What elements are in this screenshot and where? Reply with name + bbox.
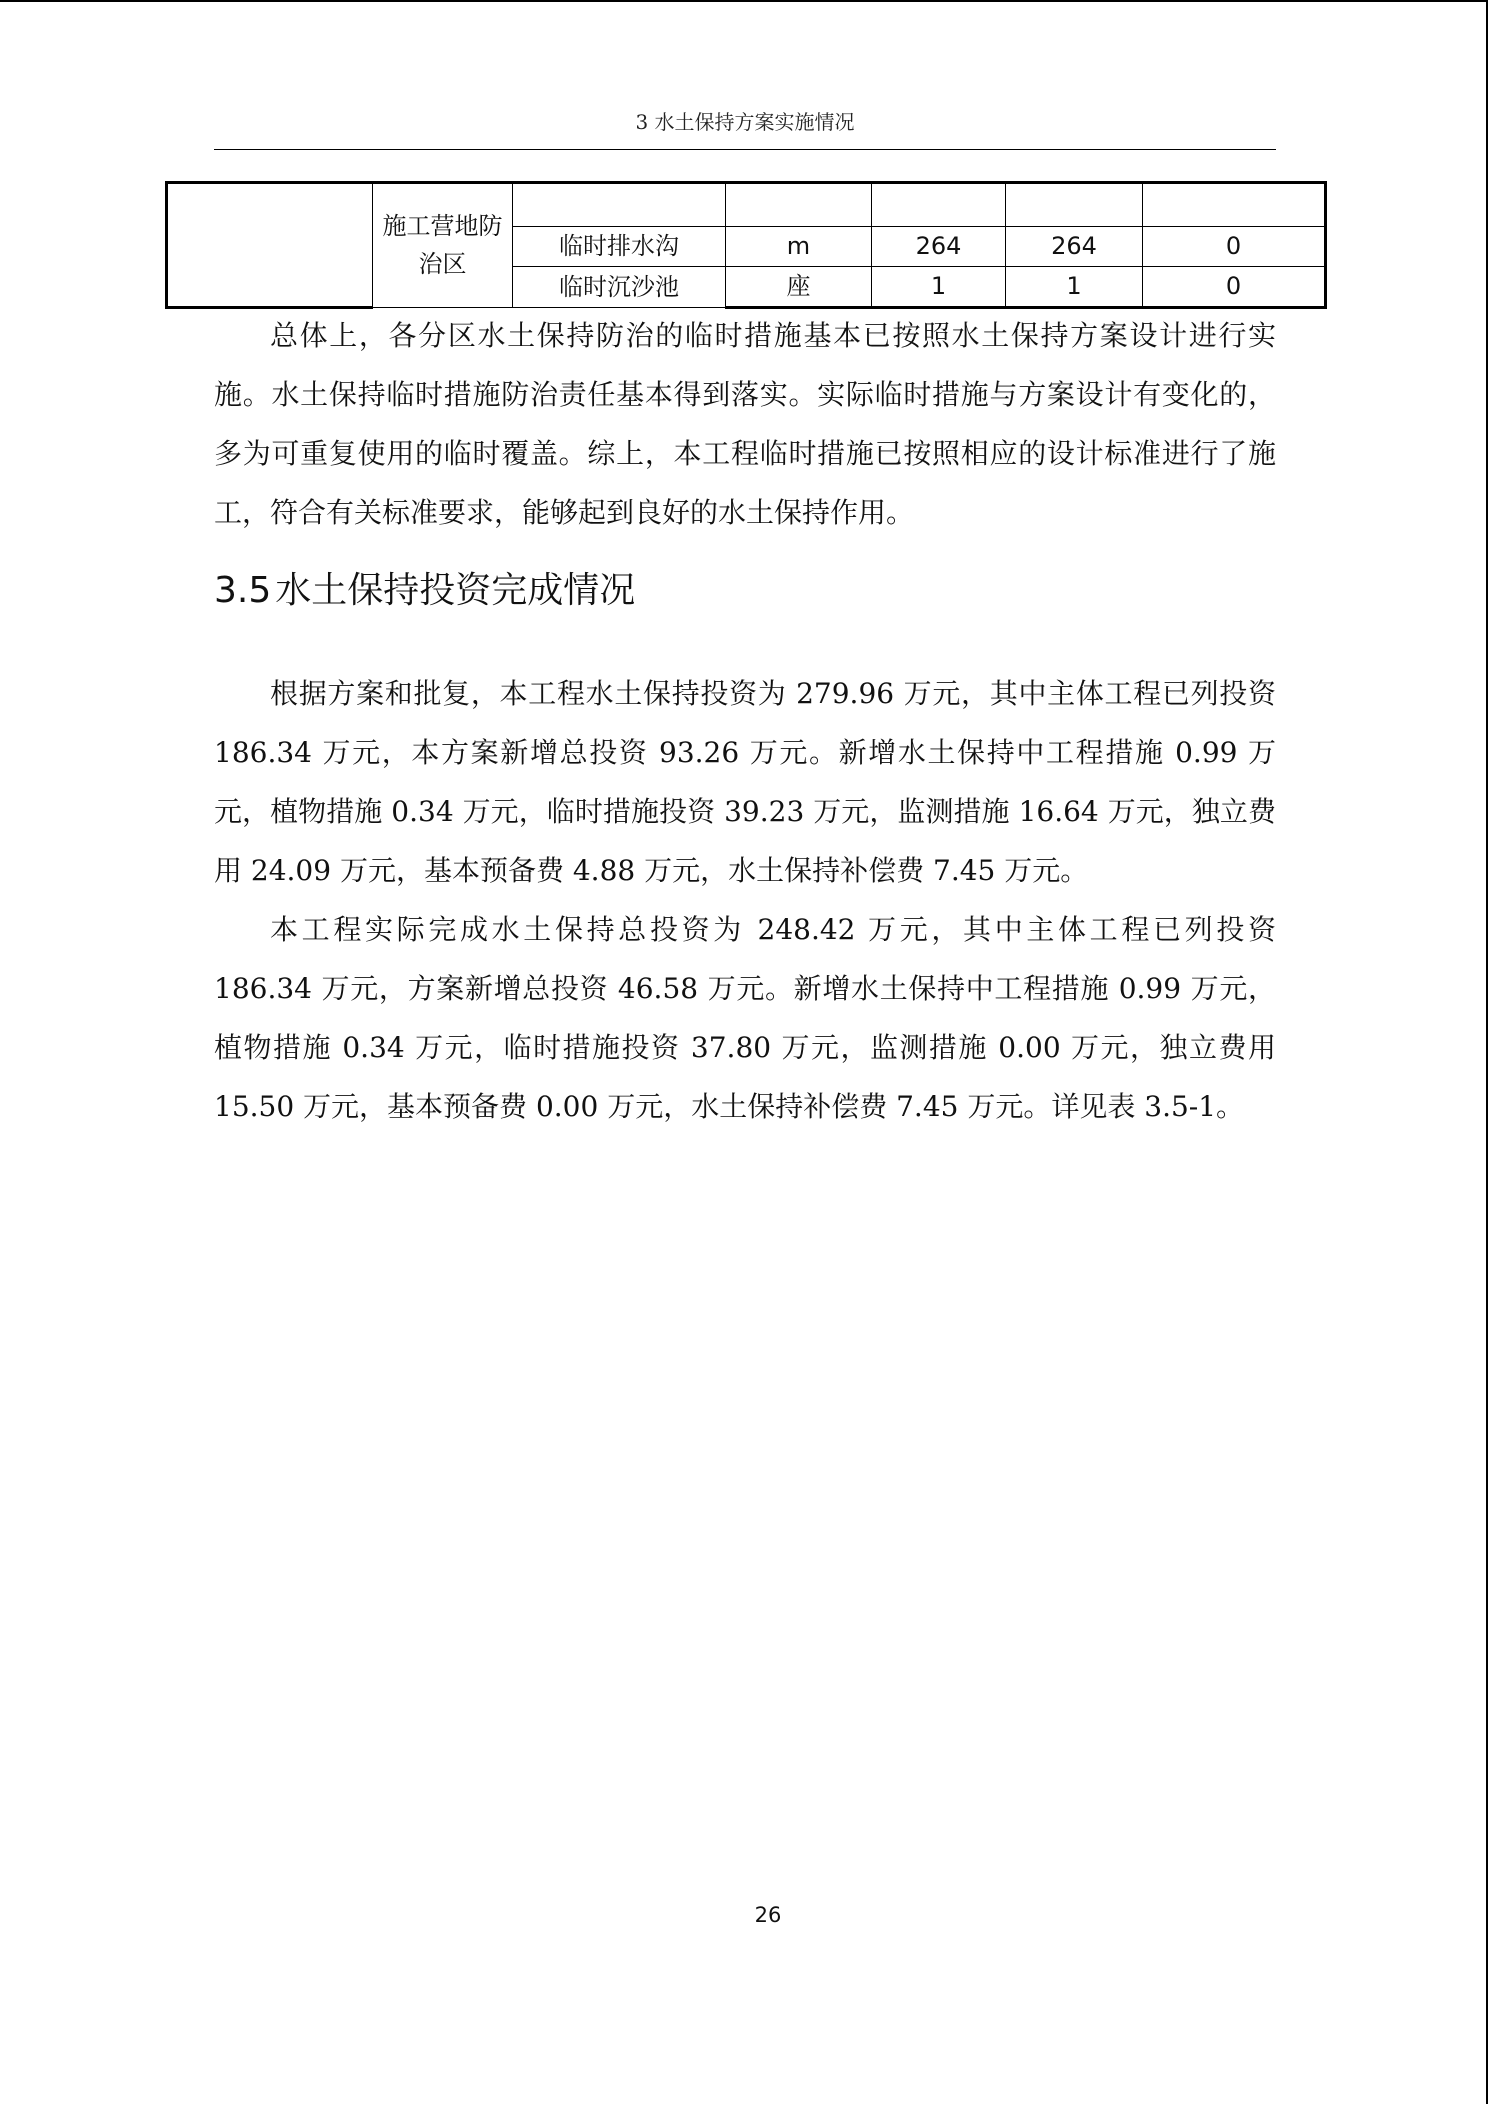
table-cell-planned — [872, 183, 1006, 227]
page-frame-top — [0, 0, 1488, 2]
table-cell-unit — [726, 183, 872, 227]
table-row — [167, 183, 1326, 227]
table-cell-measure: 临时排水沟 — [513, 227, 726, 267]
table-cell-category — [167, 183, 373, 308]
measures-table-continued — [165, 181, 1327, 309]
page-number: 26 — [754, 1903, 782, 1927]
table-cell-unit: 座 — [726, 267, 872, 308]
paragraph-temporary-measures-summary: 总体上，各分区水土保持防治的临时措施基本已按照水土保持方案设计进行实施。水土保持临时措施防治责任基本得到落实。实际临时措施与方案设计有变化的，多为可重复使用的临时覆盖。综上，本工程临时措施已按照相应的设计标准进行了施工，符合有关标准要求，能够起到良好的水土保持作用。 — [214, 319, 1276, 529]
table-cell-difference — [1143, 183, 1326, 227]
header-rule — [214, 149, 1276, 150]
table-cell-planned: 264 — [872, 227, 1006, 267]
body-text-block-1 — [214, 306, 1276, 542]
paragraph-approved-investment: 根据方案和批复，本工程水土保持投资为 279.96 万元，其中主体工程已列投资 186.34 万元，本方案新增总投资 93.26 万元。新增水土保持中工程措施 0.99 万元，植物措施 0.34 万元，临时措施投资 39.23 万元，监测措施 16.64 万元，独立费用 24.09 万元，基本预备费 4.88 万元，水土保持补偿费 7.45 万元。 — [214, 677, 1276, 887]
table-cell-actual — [1006, 183, 1143, 227]
table-cell-actual: 1 — [1006, 267, 1143, 308]
table-cell-difference: 0 — [1143, 267, 1326, 308]
running-header: 3 水土保持方案实施情况 — [635, 110, 855, 134]
section-heading — [214, 563, 635, 619]
paragraph-actual-investment: 本工程实际完成水土保持总投资为 248.42 万元，其中主体工程已列投资 186.34 万元，方案新增总投资 46.58 万元。新增水土保持中工程措施 0.99 万元，植物措施 0.34 万元，临时措施投资 37.80 万元，监测措施 0.00 万元，独立费用 15.50 万元，基本预备费 0.00 万元，水土保持补偿费 7.45 万元。详见表 3.5-1。 — [214, 913, 1276, 1123]
table-cell-planned: 1 — [872, 267, 1006, 308]
table-cell-zone: 施工营地防治区 — [373, 183, 513, 308]
body-text-block-2 — [214, 664, 1276, 1136]
section-number: 3.5 — [214, 570, 272, 611]
table-cell-difference: 0 — [1143, 227, 1326, 267]
table-cell-unit: m — [726, 227, 872, 267]
table-cell-measure — [513, 183, 726, 227]
section-title: 水土保持投资完成情况 — [275, 570, 636, 611]
table-cell-measure: 临时沉沙池 — [513, 267, 726, 308]
table-cell-actual: 264 — [1006, 227, 1143, 267]
